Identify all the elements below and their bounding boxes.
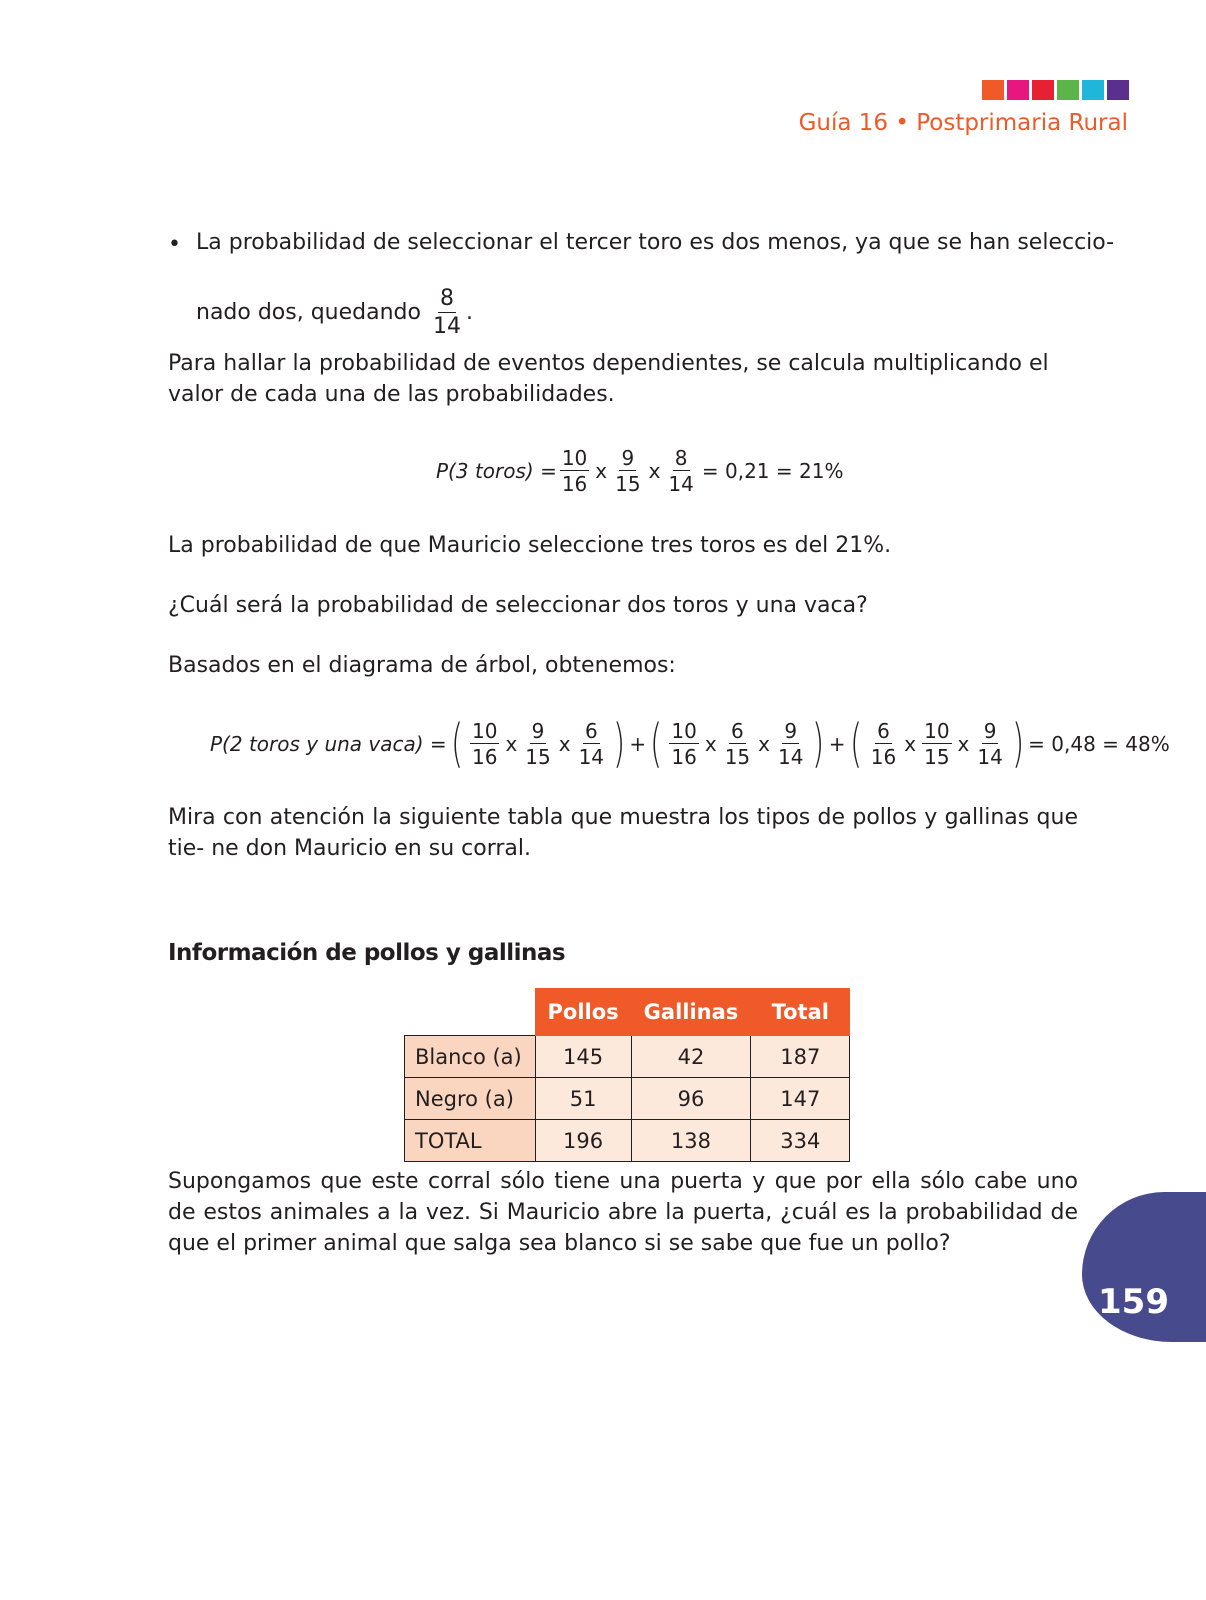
fraction-numerator: 9 — [621, 446, 635, 470]
times-sign: x — [505, 732, 518, 756]
chickens-table — [404, 988, 850, 1162]
times-sign: x — [904, 732, 917, 756]
table-row-label: Blanco (a) — [405, 1036, 536, 1078]
fraction-denominator: 14 — [977, 745, 1003, 769]
color-square — [1032, 80, 1054, 100]
color-square — [1082, 80, 1104, 100]
fraction — [776, 721, 805, 767]
fraction-numerator: 8 — [439, 286, 454, 311]
left-parenthesis: ( — [450, 714, 463, 774]
formula-result: = 0,48 = 48% — [1028, 732, 1170, 756]
formula-lhs: P(3 toros) = — [436, 459, 557, 483]
color-square — [982, 80, 1004, 100]
section-title: Información de pollos y gallinas — [168, 940, 566, 966]
fraction-denominator: 16 — [471, 745, 498, 769]
fraction-denominator: 15 — [525, 745, 551, 769]
table-row-label: TOTAL — [405, 1120, 536, 1162]
bullet-text-line2-text: nado dos, quedando — [196, 300, 421, 325]
table-header-cell: Gallinas — [631, 989, 751, 1036]
fraction-denominator: 16 — [870, 745, 897, 769]
right-parenthesis: ) — [1011, 714, 1025, 774]
table-row — [405, 1078, 850, 1120]
table-cell: 42 — [631, 1036, 751, 1078]
table-row-label: Negro (a) — [405, 1078, 536, 1120]
fraction — [922, 721, 951, 767]
times-sign: x — [648, 459, 661, 483]
fraction-denominator: 14 — [578, 745, 605, 769]
paragraph-table-intro: Mira con atención la siguiente tabla que muestra los tipos de pollos y gallinas que tie- ne don Mauricio en su corral. — [168, 805, 1078, 861]
table-cell: 145 — [535, 1036, 631, 1078]
fraction-denominator: 16 — [561, 472, 588, 496]
fraction-numerator: 9 — [531, 719, 545, 743]
fraction — [869, 721, 898, 767]
times-sign: x — [957, 732, 970, 756]
fraction-denominator: 15 — [724, 745, 751, 769]
fraction-numerator: 6 — [877, 719, 890, 743]
formula-result: = 0,21 = 21% — [701, 459, 844, 483]
bullet-text-line2 — [196, 288, 473, 338]
header-title: Guía 16 • Postprimaria Rural — [798, 110, 1128, 136]
table-cell: 334 — [751, 1120, 850, 1162]
fraction-denominator: 15 — [924, 745, 950, 769]
fraction — [470, 721, 499, 767]
fraction-denominator: 16 — [671, 745, 697, 769]
color-square — [1007, 80, 1029, 100]
bullet-symbol: • — [168, 232, 181, 257]
table-corner-cell — [405, 989, 536, 1036]
fraction — [431, 288, 463, 338]
fraction-numerator: 6 — [584, 719, 598, 743]
fraction-numerator: 10 — [471, 719, 498, 743]
table-cell: 138 — [631, 1120, 751, 1162]
table-cell: 96 — [631, 1078, 751, 1120]
fraction — [523, 721, 552, 767]
fraction — [613, 448, 642, 494]
fraction-denominator: 15 — [615, 472, 641, 496]
times-sign: x — [704, 732, 717, 756]
color-square — [1107, 80, 1129, 100]
table-header-row — [405, 989, 850, 1036]
table-row — [405, 1120, 850, 1162]
fraction — [560, 448, 589, 494]
fraction-numerator: 10 — [561, 446, 588, 470]
left-parenthesis: ( — [849, 714, 862, 774]
fraction — [975, 721, 1004, 767]
plus-sign: + — [828, 732, 846, 756]
paragraph-question-two-bulls: ¿Cuál será la probabilidad de seleccionar dos toros y una vaca? — [168, 593, 868, 618]
formula-three-bulls — [436, 448, 846, 494]
fraction — [577, 721, 606, 767]
fraction-denominator: 14 — [777, 745, 804, 769]
fraction-numerator: 10 — [671, 719, 697, 743]
formula-lhs: P(2 toros y una vaca) = — [210, 732, 447, 756]
table-cell: 147 — [751, 1078, 850, 1120]
bullet-period: . — [465, 300, 473, 325]
paragraph-three-bulls-result: La probabilidad de que Mauricio seleccione tres toros es del 21%. — [168, 533, 892, 558]
fraction — [723, 721, 752, 767]
paragraph-dependent-events: Para hallar la probabilidad de eventos dependientes, se calcula multiplicando el valor de cada una de las probabilidades. — [168, 351, 1049, 407]
table-header-cell: Total — [751, 989, 850, 1036]
fraction-numerator: 9 — [983, 719, 997, 743]
color-square — [1057, 80, 1079, 100]
left-parenthesis: ( — [650, 714, 663, 774]
times-sign: x — [758, 732, 770, 756]
table-row — [405, 1036, 850, 1078]
plus-sign: + — [629, 732, 647, 756]
fraction-numerator: 6 — [731, 719, 744, 743]
fraction-denominator: 14 — [432, 314, 461, 339]
header-color-squares — [982, 80, 1129, 100]
formula-two-bulls-one-cow — [210, 714, 1170, 774]
paragraph-tree-diagram: Basados en el diagrama de árbol, obtenemos: — [168, 653, 676, 678]
paragraph-question-white-chicken: Supongamos que este corral sólo tiene una puerta y que por ella sólo cabe uno de estos animales a la vez. Si Mauricio abre la puerta, ¿cuál es la probabilidad de que el primer animal que salga sea blanco si se sabe que fue un pollo? — [168, 1169, 1078, 1256]
right-parenthesis: ) — [812, 714, 825, 774]
times-sign: x — [595, 459, 608, 483]
bullet-text-line1: La probabilidad de seleccionar el tercer toro es dos menos, ya que se han seleccio- — [196, 230, 1115, 255]
table-cell: 187 — [751, 1036, 850, 1078]
fraction-denominator: 14 — [668, 472, 694, 496]
table-cell: 51 — [535, 1078, 631, 1120]
table-cell: 196 — [535, 1120, 631, 1162]
fraction — [669, 721, 698, 767]
page-number: 159 — [1098, 1282, 1169, 1322]
fraction-numerator: 9 — [784, 719, 798, 743]
table-header-cell: Pollos — [535, 989, 631, 1036]
fraction-numerator: 10 — [924, 719, 950, 743]
right-parenthesis: ) — [613, 714, 626, 774]
fraction — [666, 448, 695, 494]
times-sign: x — [558, 732, 571, 756]
fraction-numerator: 8 — [674, 446, 688, 470]
